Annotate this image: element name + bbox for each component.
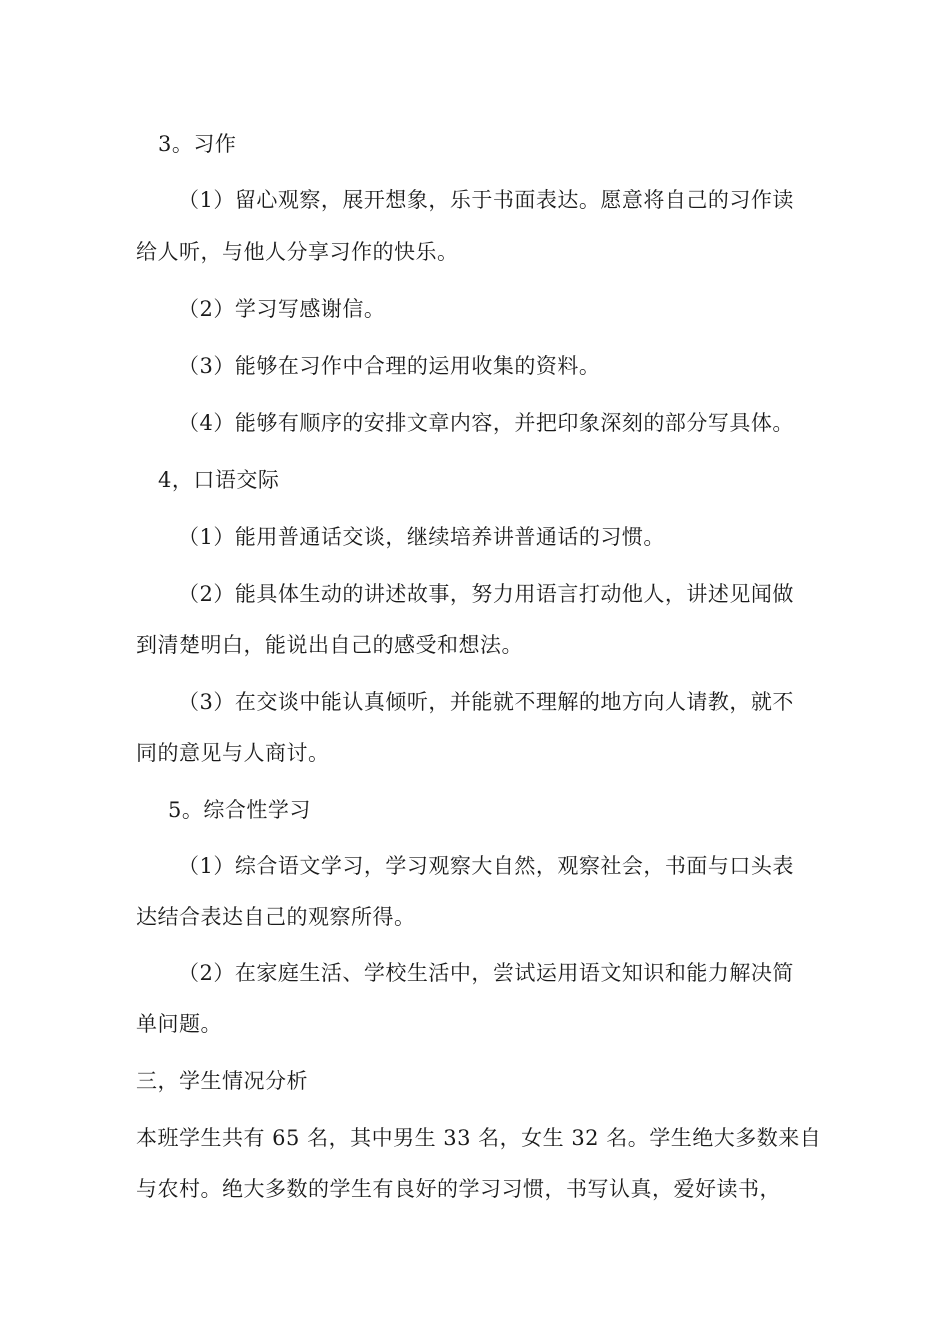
- paragraph-line: 与农村。绝大多数的学生有良好的学习习惯，书写认真，爱好读书，: [136, 1177, 781, 1201]
- paragraph-line: （4）能够有顺序的安排文章内容，并把印象深刻的部分写具体。: [178, 411, 794, 435]
- paragraph-line: 单问题。: [136, 1012, 222, 1036]
- paragraph-line: （3）能够在习作中合理的运用收集的资料。: [178, 354, 601, 378]
- paragraph-line: （1）能用普通话交谈，继续培养讲普通话的习惯。: [178, 525, 665, 549]
- paragraph-line: 达结合表达自己的观察所得。: [136, 905, 416, 929]
- paragraph-line: （2）在家庭生活、学校生活中，尝试运用语文知识和能力解决简: [178, 961, 794, 985]
- paragraph-line: （2）能具体生动的讲述故事，努力用语言打动他人，讲述见闻做: [178, 582, 794, 606]
- paragraph-line: （2）学习写感谢信。: [178, 297, 386, 321]
- heading-oral-communication: 4，口语交际: [158, 468, 280, 492]
- paragraph-line: （1）留心观察，展开想象，乐于书面表达。愿意将自己的习作读: [178, 188, 794, 212]
- paragraph-line: （1）综合语文学习，学习观察大自然，观察社会，书面与口头表: [178, 854, 794, 878]
- paragraph-line: 同的意见与人商讨。: [136, 741, 330, 765]
- heading-writing: 3。习作: [158, 132, 237, 156]
- paragraph-line: （3）在交谈中能认真倾听，并能就不理解的地方向人请教，就不: [178, 690, 794, 714]
- paragraph-line: 到清楚明白，能说出自己的感受和想法。: [136, 633, 523, 657]
- paragraph-line: 给人听，与他人分享习作的快乐。: [136, 240, 459, 264]
- heading-comprehensive-learning: 5。综合性学习: [168, 798, 311, 822]
- paragraph-line: 本班学生共有 65 名，其中男生 33 名，女生 32 名。学生绝大多数来自: [136, 1126, 822, 1150]
- heading-student-analysis: 三，学生情况分析: [136, 1069, 308, 1093]
